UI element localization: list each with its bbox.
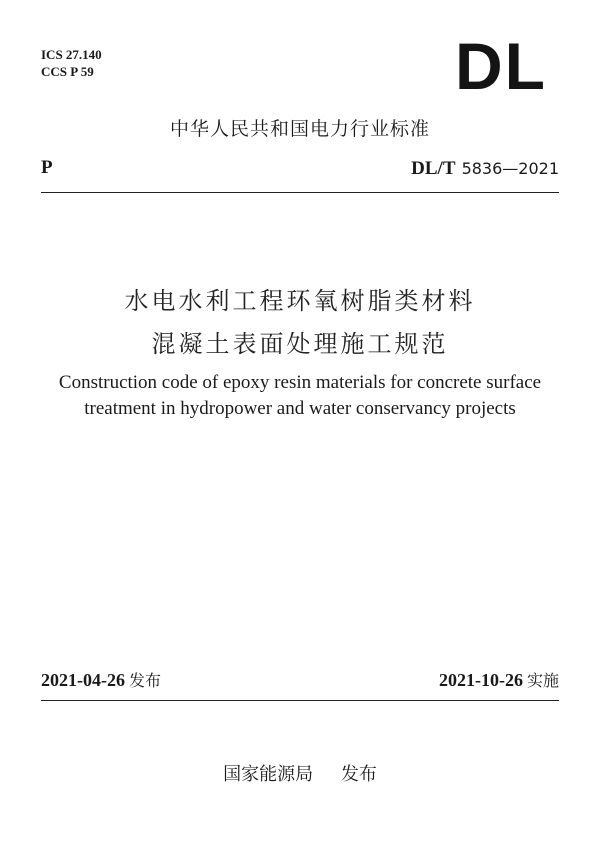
classification-codes <box>41 46 102 80</box>
effective-label: 实施 <box>526 671 559 690</box>
ccs-code: CCS P 59 <box>41 64 94 79</box>
issuer-name: 国家能源局 <box>223 764 314 785</box>
header-divider <box>41 192 559 193</box>
standard-number <box>411 157 559 180</box>
issue-label: 发布 <box>129 671 162 690</box>
footer-divider <box>41 700 559 701</box>
issuer-action: 发布 <box>340 764 377 785</box>
ics-code: ICS 27.140 <box>41 47 102 62</box>
category-code: P <box>41 157 53 178</box>
effective-date-block <box>439 668 559 691</box>
issue-date-block <box>41 668 161 691</box>
title-en-line1: Construction code of epoxy resin materials for concrete surface <box>58 372 542 393</box>
title-cn-line1: 水电水利工程环氧树脂类材料 <box>124 287 476 315</box>
standard-code: 5836—2021 <box>461 159 559 178</box>
title-en-line2: treatment in hydropower and water conservancy projects <box>84 398 516 419</box>
issuer-block <box>0 760 600 786</box>
standard-prefix: DL/T <box>411 158 456 179</box>
dl-logo: DL <box>455 29 547 103</box>
industry-standard-title: 中华人民共和国电力行业标准 <box>169 118 430 140</box>
title-cn-line2: 混凝土表面处理施工规范 <box>151 330 449 358</box>
issue-date: 2021-04-26 <box>41 670 125 690</box>
effective-date: 2021-10-26 <box>438 670 523 690</box>
